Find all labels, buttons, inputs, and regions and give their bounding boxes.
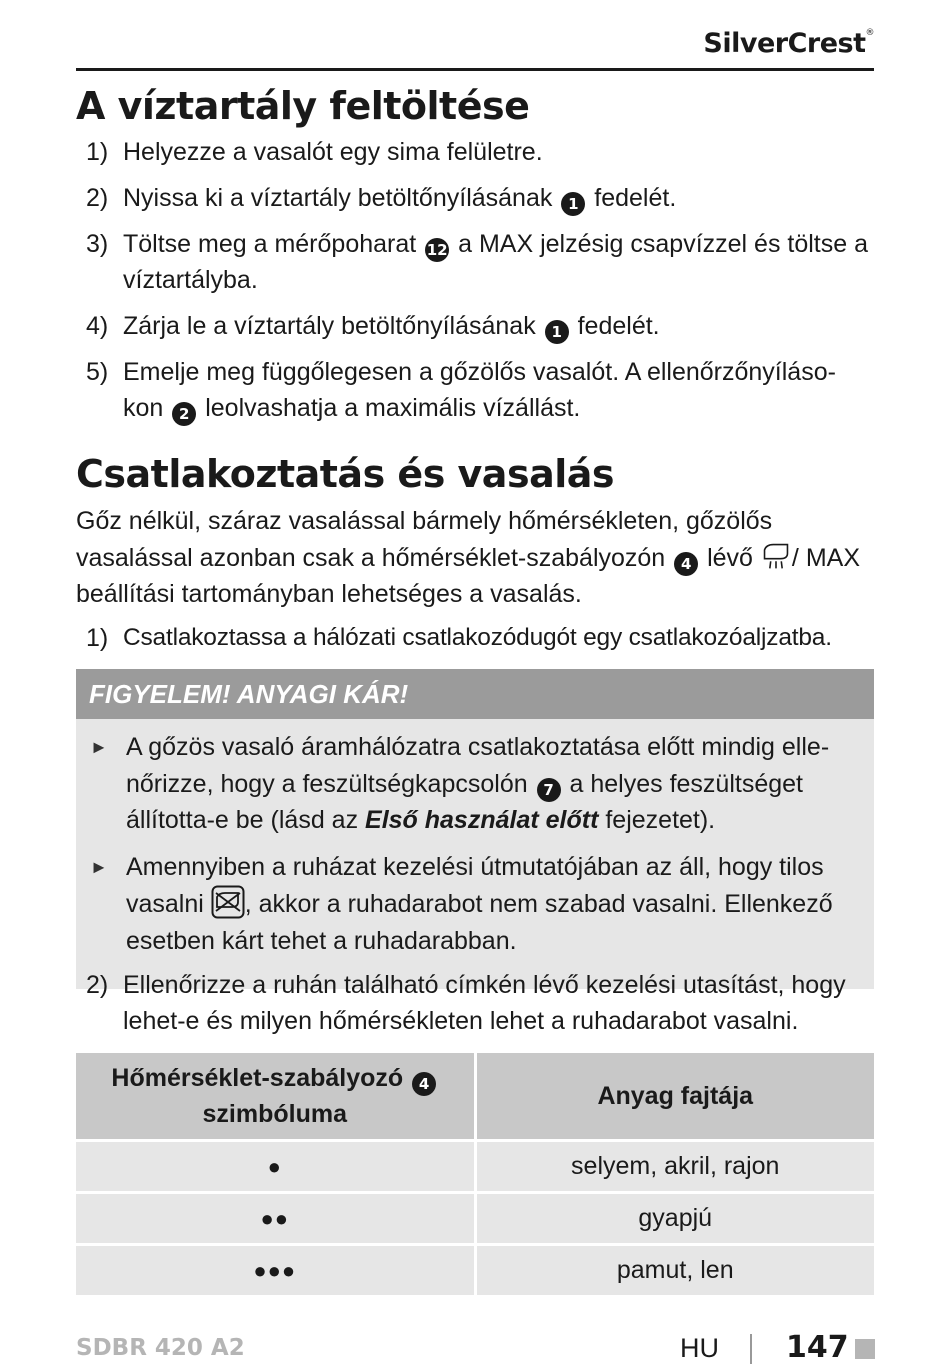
table-row	[76, 1142, 874, 1194]
table-row	[76, 1194, 874, 1246]
list-item: 4) Zárja le a víztartály betöltőnyílásának 1 fedelét.	[76, 308, 874, 344]
list-item: 1) Helyezze a vasalót egy sima felületre.	[86, 138, 543, 166]
table-header-symbol: Hőmérséklet-szabályozó 4 szimbóluma	[76, 1053, 474, 1142]
temperature-dots: ●	[76, 1142, 474, 1194]
footer-model: SDBR 420 A2	[76, 1335, 245, 1361]
arrow-bullet-icon: ►	[90, 856, 108, 877]
material-cell: selyem, akril, rajon	[477, 1142, 875, 1194]
temperature-dots: ●●	[76, 1194, 474, 1246]
arrow-bullet-icon: ►	[90, 737, 108, 757]
part-number-badge: 1	[561, 192, 585, 216]
material-cell: pamut, len	[477, 1246, 875, 1298]
footer-divider	[750, 1334, 752, 1364]
list-item: 2) Ellenőrizze a ruhán található címkén lévő kezelési utasítást, hogy lehet-e és milyen hőmérsékleten lehet a ruhadarabot vasalni.	[86, 971, 846, 1035]
warning-title: FIGYELEM! ANYAGI KÁR!	[76, 669, 874, 719]
temperature-dots: ●●●	[76, 1246, 474, 1298]
part-number-badge: 4	[412, 1072, 436, 1096]
part-number-badge: 7	[537, 778, 561, 802]
connect-steps-list	[76, 620, 874, 666]
part-number-badge: 1	[545, 320, 569, 344]
brand-logo: SilverCrest®	[703, 28, 874, 59]
table-row	[76, 1246, 874, 1298]
steam-iron-icon	[760, 541, 792, 571]
part-number-badge: 12	[425, 238, 449, 262]
chapter-reference: Első használat előtt	[365, 806, 599, 834]
material-cell: gyapjú	[477, 1194, 875, 1246]
warning-bullet: ► Amennyiben a ruházat kezelési útmutatójában az áll, hogy tilos vasalni , akkor a ruhadarabot nem szabad vasalni. Ellenkező esetben kárt tehet a ruhadarabban.	[76, 849, 874, 960]
list-item: 2) Nyissa ki a víztartály betöltőnyílásának 1 fedelét.	[76, 180, 874, 216]
footer-language: HU	[680, 1333, 719, 1363]
list-item: 1) Csatlakoztassa a hálózati csatlakozódugót egy csatlakozóaljzatba.	[86, 624, 832, 652]
list-item: 5) Emelje meg függőlegesen a gőzölős vasalót. A ellenőrzőnyíláso-kon 2 leolvashatja a maximális vízállást.	[76, 354, 874, 426]
warning-bullet: ► A gőzös vasaló áramhálózatra csatlakoztatása előtt mindig elle-nőrizze, hogy a feszültségkapcsolón 7 a helyes feszültséget állította-e be (lásd az Első használat előtt fejezetet).	[76, 729, 874, 839]
footer-square-mark	[855, 1339, 875, 1359]
intro-paragraph: Gőz nélkül, száraz vasalással bármely hőmérsékleten, gőzölős vasalással azonban csak a hőmérséklet-szabályozón 4 lévő / MAX beállítási tartományban lehetséges a vasalás.	[76, 507, 860, 608]
page-number: 147	[786, 1330, 849, 1365]
header-rule	[76, 68, 874, 71]
list-item: 3) Töltse meg a mérőpoharat 12 a MAX jelzésig csapvízzel és töltse a víztartályba.	[86, 230, 869, 294]
part-number-badge: 4	[674, 552, 698, 576]
part-number-badge: 2	[172, 402, 196, 426]
fill-steps-list	[76, 134, 874, 436]
do-not-iron-icon	[211, 885, 245, 919]
temperature-table	[73, 1053, 877, 1298]
table-header-material: Anyag fajtája	[477, 1053, 875, 1142]
warning-box	[76, 719, 874, 989]
label-steps-list	[76, 967, 874, 1049]
section-title-connect-iron: Csatlakoztatás és vasalás	[76, 452, 614, 496]
section-title-fill-tank: A víztartály feltöltése	[76, 84, 530, 128]
